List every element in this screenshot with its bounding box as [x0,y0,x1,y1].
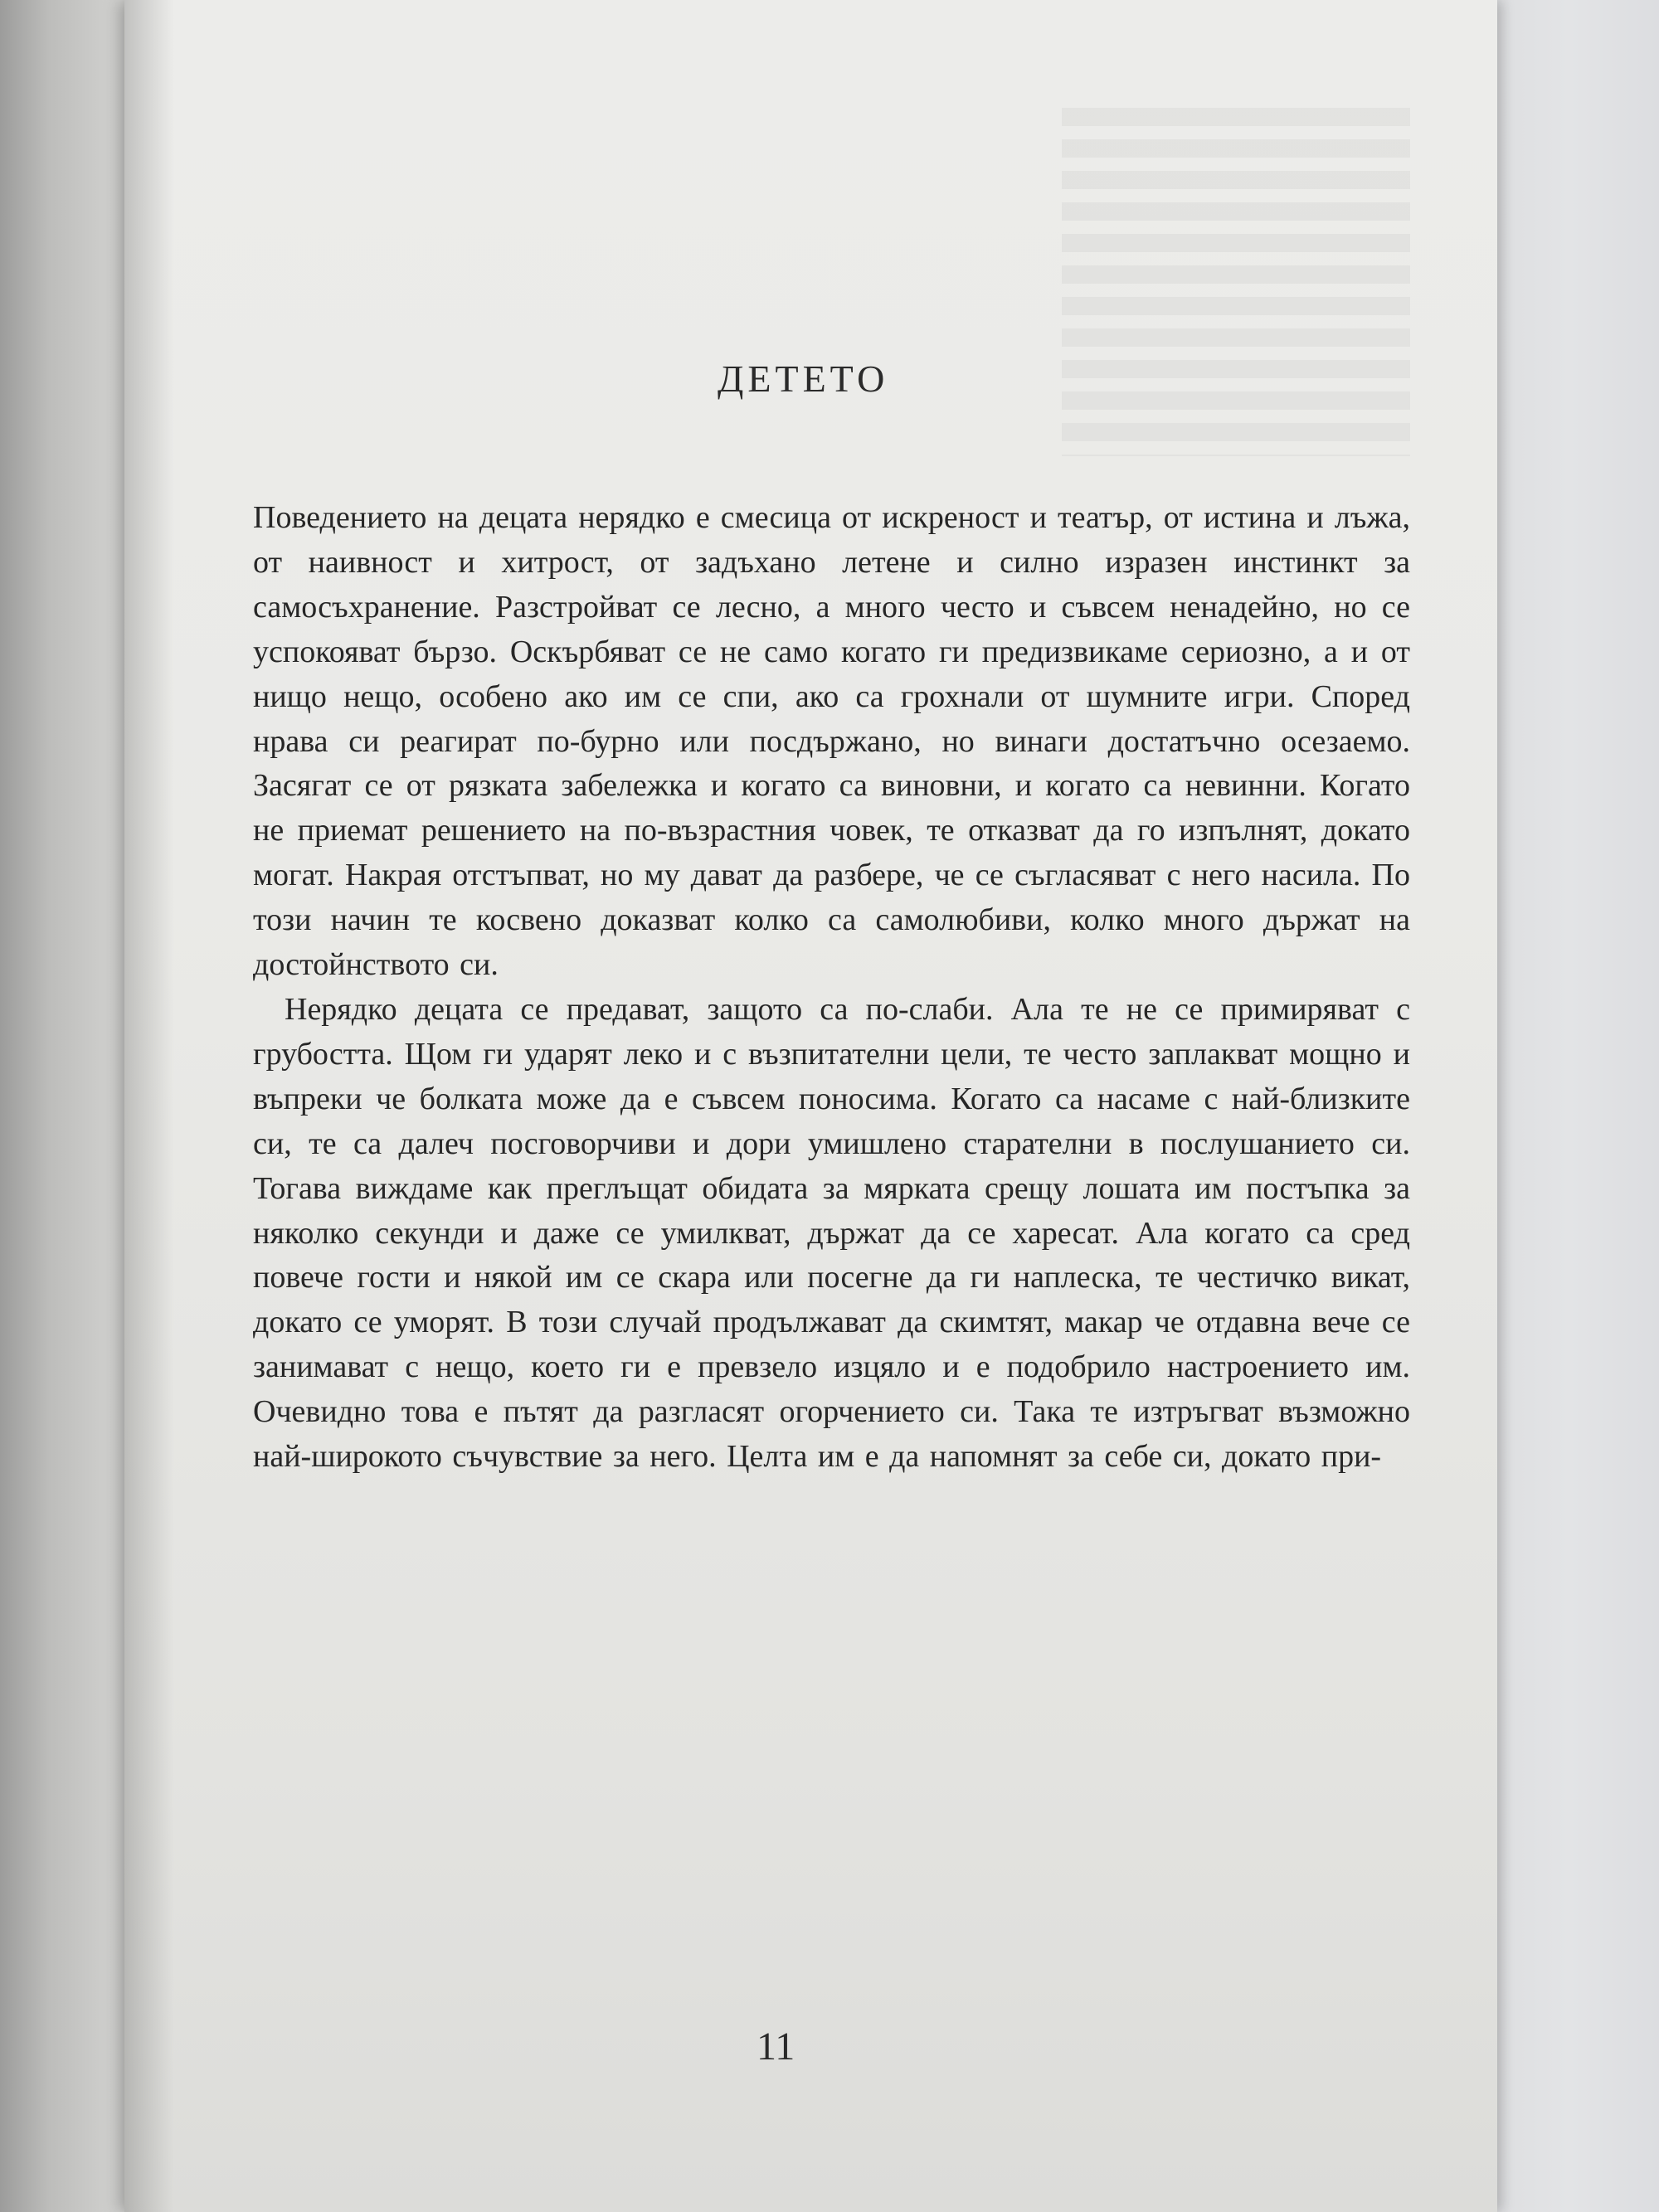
page-gutter-shadow [124,0,174,2212]
show-through-text [1062,108,1410,456]
chapter-body [253,496,1410,1480]
paragraph-1: Поведението на децата нерядко е смесица от искреност и театър, от истина и лъжа, от наивност и хитрост, от задъхано летене и силно изразен инстинкт за самосъхранение. Разстройват се лесно, а много често и съвсем ненадейно, но се успокояват бързо. Оскърбяват се не само когато ги предизвикаме сериозно, а и от нищо нещо, особено ако им се спи, ако са грохнали от шумните игри. Според нрава си реагират по-бурно или посдържано, но винаги достатъчно осезаемо. Засягат се от рязката забележка и когато са виновни, и когато са невинни. Когато не приемат решението на по-възрастния човек, те отказват да го изпълнят, докато могат. Накрая отстъпват, но му дават да разбере, че се съгласяват с него насила. По този начин те косвено доказват колко са самолюбиви, колко много държат на достойнството си. [253,500,1410,983]
page-number: 11 [757,2025,795,2069]
paragraph-2: Нерядко децата се предават, защото са по-слаби. Ала те не се примиряват с грубостта. Щом ги ударят леко и с възпитателни цели, те често заплакват мощно и въпреки че болката може да е съвсем поносима. Когато са насаме с най-близките си, те са далеч посговорчиви и дори умишлено старателни в послушанието си. Тогава виждаме как преглъщат обидата за мярката срещу лошата им постъпка за няколко секунди и даже се умилкват, държат да се харесат. Ала когато са сред повече гости и някой им се скара или посегне да ги наплеска, те честичко викат, докато се уморят. В този случай продължават да скимтят, макар че отдавна вече се занимават с нещо, което ги е превзело изцяло и е подобрило настроението им. Очевидно това е пътят да разгласят огорчението си. Така те изтръгват възможно най-широкото съчувствие за него. Целта им е да напомнят за себе си, докато при- [253,991,1410,1475]
book-binding-shadow [0,0,124,2212]
chapter-title: ДЕТЕТО [718,357,889,400]
